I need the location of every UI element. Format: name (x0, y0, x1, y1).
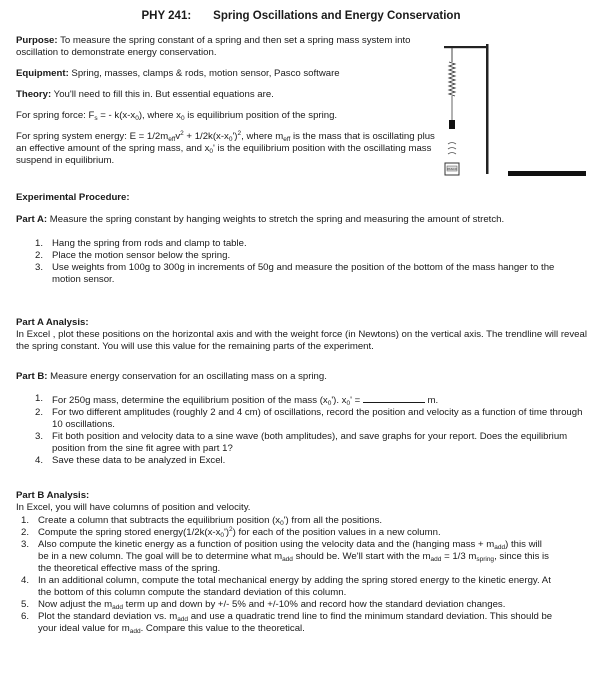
list-item: 2. Place the motion sensor below the spring. (35, 250, 231, 261)
list-item: 5. Now adjust the $m_{add}$ term up and down by +/- 5% and +/-10% and record how the standard deviation changes. (21, 599, 506, 611)
part-b-analysis-steps (21, 515, 554, 635)
part-b-steps (35, 393, 583, 467)
part-a-text: Measure the spring constant by hanging weights to stretch the spring and measuring the amount of stretch. (47, 214, 505, 225)
part-a-paragraph (16, 214, 588, 226)
part-b-analysis-label: Part B Analysis: (16, 490, 90, 501)
part-b-label: Part B: (16, 371, 48, 382)
list-item: 3. Fit both position and velocity data to a sine wave (both amplitudes), and save graphs for your report. Does the equilibrium position from the sine fit agree with part 1? (35, 431, 568, 454)
procedure-section (16, 192, 588, 286)
part-b-text: Measure energy conservation for an oscillating mass on a spring. (47, 371, 327, 382)
theory-paragraph (16, 89, 436, 101)
part-b-paragraph (16, 371, 588, 383)
lab-title: Spring Oscillations and Energy Conservation (213, 10, 461, 22)
list-item: 3. Also compute the kinetic energy as a function of position using the velocity data and the (hanging mass + $m_{add}$) this will be in a new column. The goal will be to determine what $m_{add}$ should be. We'll start with the $m_{add} = 1/3$ $m_{spring}$, since this is the theoretical effective mass of the spring. (21, 539, 549, 574)
part-a-label: Part A: (16, 214, 48, 225)
part-a-steps (35, 238, 575, 286)
list-item: 3. Use weights from 100g to 300g in increments of 50g and measure the position of the bottom of the mass hanger to the motion sensor. (35, 262, 555, 285)
procedure-heading: Experimental Procedure: (16, 192, 130, 203)
part-a-analysis (16, 317, 588, 353)
equipment-paragraph (16, 68, 436, 80)
table-base (508, 171, 586, 176)
spring-force-equation: For spring force: $F_s$ = - $k(x-x_0)$, where $x_0$ is equilibrium position of the spring. (16, 110, 338, 122)
theory-label: Theory: (16, 89, 52, 100)
energy-equation: For spring system energy: $E = 1/2m_{eff}v^2 + 1/2k(x-x_0')^2$, where $m_{eff}$ is the mass that is oscillating plus an effective amount of the spring mass, and $x_0'$ is the equilibrium position with the oscillating mass suspend in equilibrium. (16, 130, 435, 166)
part-a-analysis-label: Part A Analysis: (16, 317, 89, 328)
list-item: 1. For 250g mass, determine the equilibrium position of the mass $(x_0')$. $x_0' = m$. (35, 393, 439, 407)
page-title (0, 9, 602, 23)
list-item: 1. Hang the spring from rods and clamp to table. (35, 238, 247, 249)
sound-wave-icon (448, 143, 456, 155)
motion-sensor (445, 163, 459, 175)
apparatus-diagram (440, 40, 590, 185)
equipment-label: Equipment: (16, 68, 69, 79)
part-b-analysis (16, 490, 588, 635)
purpose-paragraph (16, 35, 436, 59)
theory-text: You'll need to fill this in. But essential equations are. (51, 89, 274, 100)
course-code: PHY 241: (141, 10, 192, 22)
part-b-section (16, 371, 588, 467)
hanging-mass (449, 120, 455, 129)
part-a-analysis-text: In Excel , plot these positions on the horizontal axis and with the weight force (in Newtons) on the vertical axis. The trendline will reveal the spring constant. You will use this value for the remaining parts of the experiment. (16, 329, 587, 352)
list-item: 4. Save these data to be analyzed in Excel. (35, 455, 226, 466)
list-item: 6. Plot the standard deviation vs. $m_{add}$ and use a quadratic trend line to find the minimum standard deviation. This should be your ideal value for $m_{add}$. Compare this value to the theoretical. (21, 611, 553, 635)
part-b-analysis-intro: In Excel, you will have columns of position and velocity. (16, 502, 251, 513)
list-item: 2. Compute the spring stored $energy(1/2k(x-x_0')^2)$ for each of the position values in a new column. (21, 526, 441, 539)
list-item: 2. For two different amplitudes (roughly 2 and 4 cm) of oscillations, record the position and velocity as a function of time through 10 oscillations. (35, 407, 583, 430)
purpose-label: Purpose: (16, 35, 58, 46)
spring-icon (449, 48, 455, 120)
list-item: 1. Create a column that subtracts the equilibrium position $(x_0')$ from all the positions. (21, 515, 383, 527)
equilibrium-blank (363, 393, 425, 403)
svg-text:PASCO: PASCO (446, 167, 458, 172)
equipment-text: Spring, masses, clamps & rods, motion sensor, Pasco software (68, 68, 340, 79)
intro-section (16, 35, 436, 167)
crossbar (444, 46, 488, 48)
purpose-text: To measure the spring constant of a spring and then set a spring mass system into oscillation to demonstrate energy conservation. (16, 35, 411, 58)
list-item: 4. In an additional column, compute the total mechanical energy by adding the spring stored energy to the kinetic energy. At the bottom of this column compute the standard deviation of this column. (21, 575, 551, 598)
support-rod (486, 44, 489, 174)
